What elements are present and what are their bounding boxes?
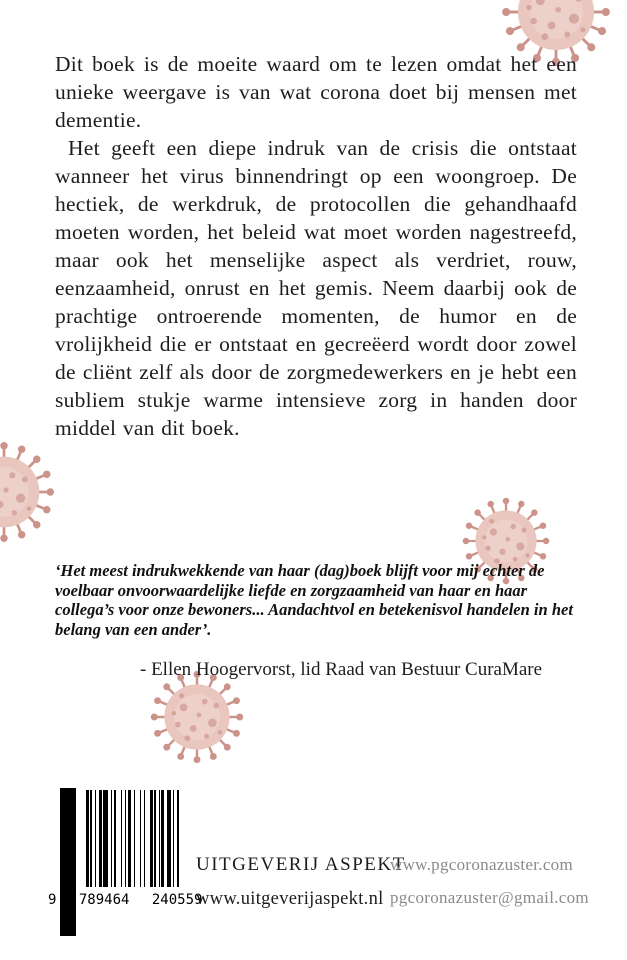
quote-attribution: - Ellen Hoogervorst, lid Raad van Bestuur CuraMare	[140, 659, 543, 680]
blurb-paragraph-2: Het geeft een diepe indruk van de crisis die ontstaat wanneer het virus binnendringt op een woongroep. De hectiek, de werkdruk, de protocollen die gehandhaafd moeten worden, het beleid wat moet worden nagestreefd, maar ook het menselijke aspect als verdriet, rouw, eenzaamheid, onrust en het gemis. Neem daarbij ook de prachtige ontroerende momenten, de humor en de vrolijkheid die er ontstaat en gecreëerd wordt door zowel de cliënt zelf als door de zorgmedewerkers en je hebt een subliem stukje warme intensieve zorg in handen door middel van dit boek.	[55, 136, 577, 440]
barcode-bars	[84, 790, 188, 887]
coronavirus-icon	[0, 440, 56, 544]
black-edge-bar	[60, 788, 76, 936]
back-cover-blurb	[55, 50, 577, 442]
blurb-paragraph-1: Dit boek is de moeite waard om te lezen omdat het een unieke weergave is van wat corona doet bij mensen met dementie.	[55, 52, 577, 132]
publisher-url: www.uitgeverijaspekt.nl	[196, 889, 384, 909]
coronavirus-icon	[149, 669, 245, 765]
book-email: pgcoronazuster@gmail.com	[390, 888, 589, 907]
isbn-number: 9 789464 240559	[48, 892, 203, 908]
barcode	[48, 790, 203, 914]
publisher-block	[196, 854, 406, 910]
endorsement-quote: ‘Het meest indrukwekkende van haar (dag)boek blijft voor mij echter de voelbaar onvoorwaardelijke liefde en zorgzaamheid van haar en haar collega’s voor onze bewoners... Aandachtvol en betekenisvol handelen in het belang van een ander’.	[55, 561, 573, 639]
publisher-name: UITGEVERIJ ASPEKT	[196, 854, 406, 875]
book-website: www.pgcoronazuster.com	[390, 855, 573, 874]
contact-block	[390, 856, 589, 907]
